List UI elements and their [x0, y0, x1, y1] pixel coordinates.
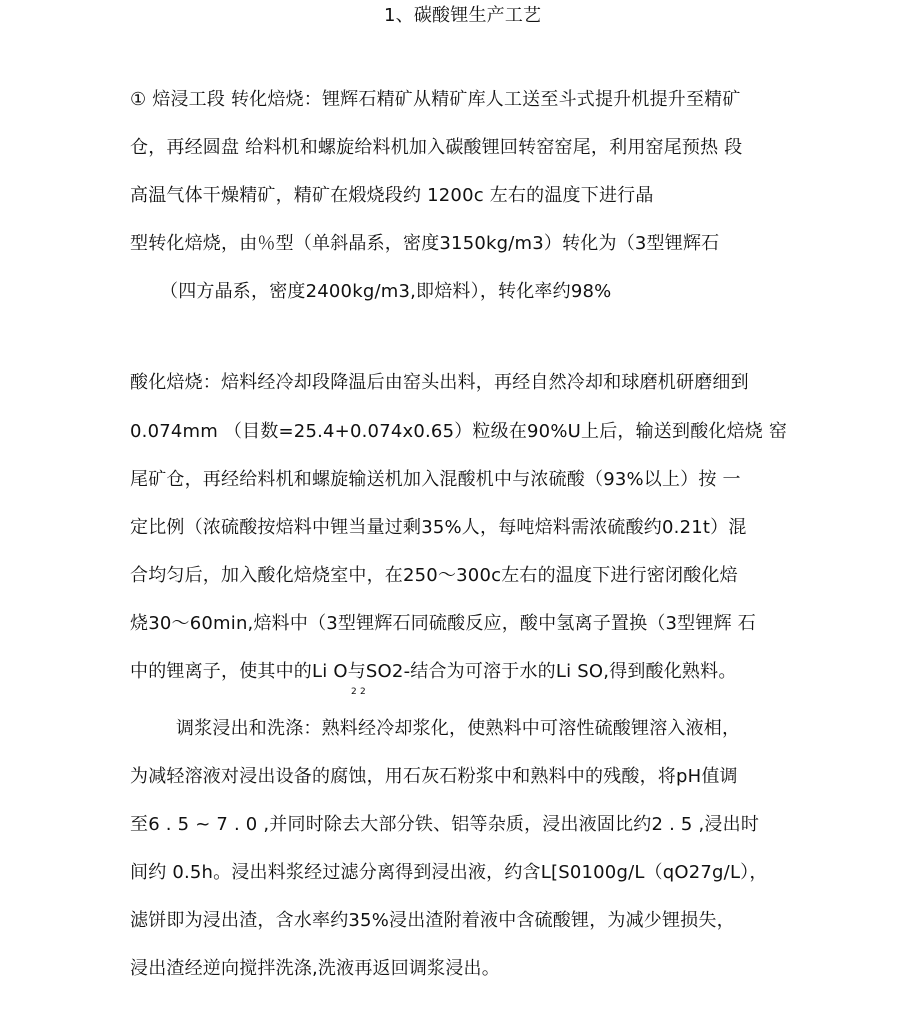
para2-line-1: 酸化焙烧：焙料经冷却段降温后由窑头出料，再经自然冷却和球磨机研磨细到 — [130, 372, 749, 393]
para2-line-7: 中的锂离子，使其中的Li O与SO2-结合为可溶于水的Li SO,得到酸化熟料。 — [130, 661, 737, 682]
para1-line-1: ① 焙浸工段 转化焙烧：锂辉石精矿从精矿库人工送至斗式提升机提升至精矿 — [130, 89, 741, 110]
para3-line-3: 至6 . 5 ~ 7 . 0 ,并同时除去大部分铁、铝等杂质，浸出液固比约2 . 5 ,浸出时 — [130, 814, 760, 835]
para2-line-4: 定比例（浓硫酸按焙料中锂当量过剩35%人，每吨焙料需浓硫酸约0.21t）混 — [130, 517, 747, 538]
para1-line-4: 型转化焙烧，由％型（单斜晶系，密度3150kg/m3）转化为（3型锂辉石 — [130, 233, 720, 254]
para1-line-3: 高温气体干燥精矿，精矿在煅烧段约 1200c 左右的温度下进行晶 — [130, 185, 654, 206]
para2-line-5: 合均匀后，加入酸化焙烧室中，在250～300c左右的温度下进行密闭酸化焙 — [130, 565, 738, 586]
document-title: 1、碳酸锂生产工艺 — [384, 5, 542, 26]
para3-line-5: 滤饼即为浸出渣，含水率约35%浸出渣附着液中含硫酸锂，为减少锂损失， — [130, 910, 735, 931]
para2-line-2: 0.074mm （目数=25.4+0.074x0.65）粒级在90%U上后，输送到酸化焙烧 窑 — [130, 421, 788, 442]
para2-line-6: 烧30～60min,焙料中（3型锂辉石同硫酸反应，酸中氢离子置换（3型锂辉 石 — [130, 613, 756, 634]
para3-line-6: 浸出渣经逆向搅拌洗涤,洗液再返回调浆浸出。 — [130, 958, 500, 979]
para3-line-2: 为减轻溶液对浸出设备的腐蚀，用石灰石粉浆中和熟料中的残酸，将pH值调 — [130, 766, 738, 787]
para3-line-1: 调浆浸出和洗涤：熟料经冷却浆化，使熟料中可溶性硫酸锂溶入液相， — [176, 718, 741, 739]
para2-subscript: 2 2 — [351, 687, 366, 697]
para2-line-3: 尾矿仓，再经给料机和螺旋输送机加入混酸机中与浓硫酸（93%以上）按 一 — [130, 469, 741, 490]
para1-line-2: 仓，再经圆盘 给料机和螺旋给料机加入碳酸锂回转窑窑尾，利用窑尾预热 段 — [130, 137, 743, 158]
para1-line-5: （四方晶系，密度2400kg/m3,即焙料），转化率约98% — [160, 281, 612, 302]
para3-line-4: 间约 0.5h。浸出料浆经过滤分离得到浸出液，约含L[S0100g/L（qO27g/L）， — [130, 862, 768, 883]
